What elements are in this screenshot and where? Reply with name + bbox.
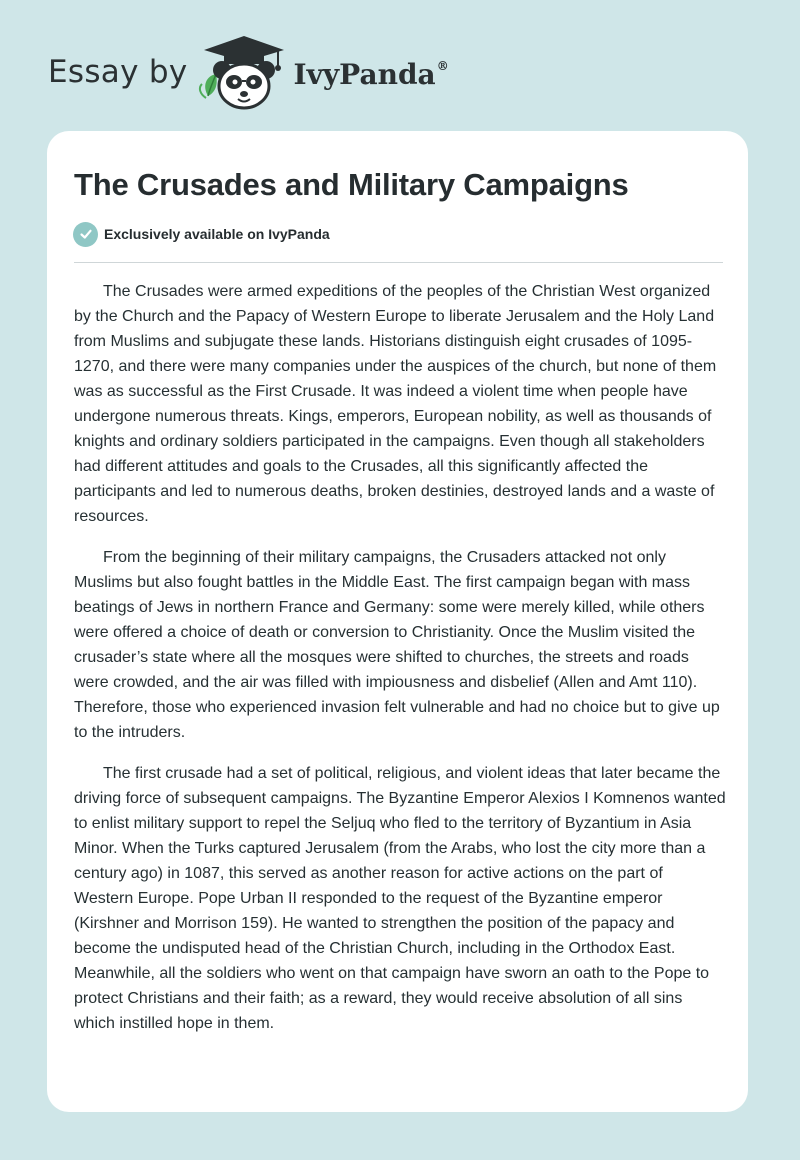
essay-paragraph: The first crusade had a set of political, religious, and violent ideas that later became the driving force of subsequent campaigns. The Byzantine Emperor Alexios I Komnenos wanted to enlist military support to repel the Seljuq who fled to the territory of Byzantium in Asia Minor. When the Turks captured Jerusalem (from the Arabs, who lost the city more than a century ago) in 1087, this served as another reason for active actions on the part of Western Europe. Pope Urban II responded to the request of the Byzantine emperor (Kirshner and Morrison 159). He wanted to strengthen the position of the papacy and become the undisputed head of the Christian Church, including in the Orthodox East. Meanwhile, all the soldiers who went on that campaign have sworn an oath to the Pope to protect Christians and their faith; as a reward, they would receive absolution of all sins which instilled hope in them. (74, 765, 726, 1032)
brand-name-text: IvyPanda (293, 57, 436, 91)
panda-graduate-logo-icon (198, 32, 290, 112)
brand-header[interactable] (48, 32, 449, 112)
exclusive-badge (73, 221, 330, 247)
exclusive-badge-text: Exclusively available on IvyPanda (104, 226, 330, 242)
brand-name (294, 58, 449, 91)
essay-card (47, 131, 748, 1112)
essay-paragraph: From the beginning of their military campaigns, the Crusaders attacked not only Muslims but also fought battles in the Middle East. The first campaign began with mass beatings of Jews in northern France and Germany: some were merely killed, while others were offered a choice of death or conversion to Christianity. Once the Muslim visited the crusader’s state where all the mosques were shifted to churches, the streets and roads were crowded, and the air was filled with impiousness and disbelief (Allen and Amt 110). Therefore, those who experienced invasion felt vulnerable and had no choice but to give up to the intruders. (74, 549, 720, 741)
brand-prefix: Essay by (48, 54, 188, 90)
page-title: The Crusades and Military Campaigns (74, 167, 629, 202)
title-divider (74, 262, 723, 263)
check-icon (73, 222, 98, 247)
essay-body (74, 279, 726, 1052)
registered-mark: ® (436, 58, 449, 73)
essay-paragraph: The Crusades were armed expeditions of the peoples of the Christian West organized by the Church and the Papacy of Western Europe to liberate Jerusalem and the Holy Land from Muslims and subjugate these lands. Historians distinguish eight crusades of 1095-1270, and there were many companies under the auspices of the church, but none of them was as successful as the First Crusade. It was indeed a violent time when people have undergone numerous threats. Kings, emperors, European nobility, as well as thousands of knights and ordinary soldiers participated in the campaigns. Even though all stakeholders had different attitudes and goals to the Crusades, all this significantly affected the participants and led to numerous deaths, broken destinies, destroyed lands and a waste of resources. (74, 283, 717, 525)
